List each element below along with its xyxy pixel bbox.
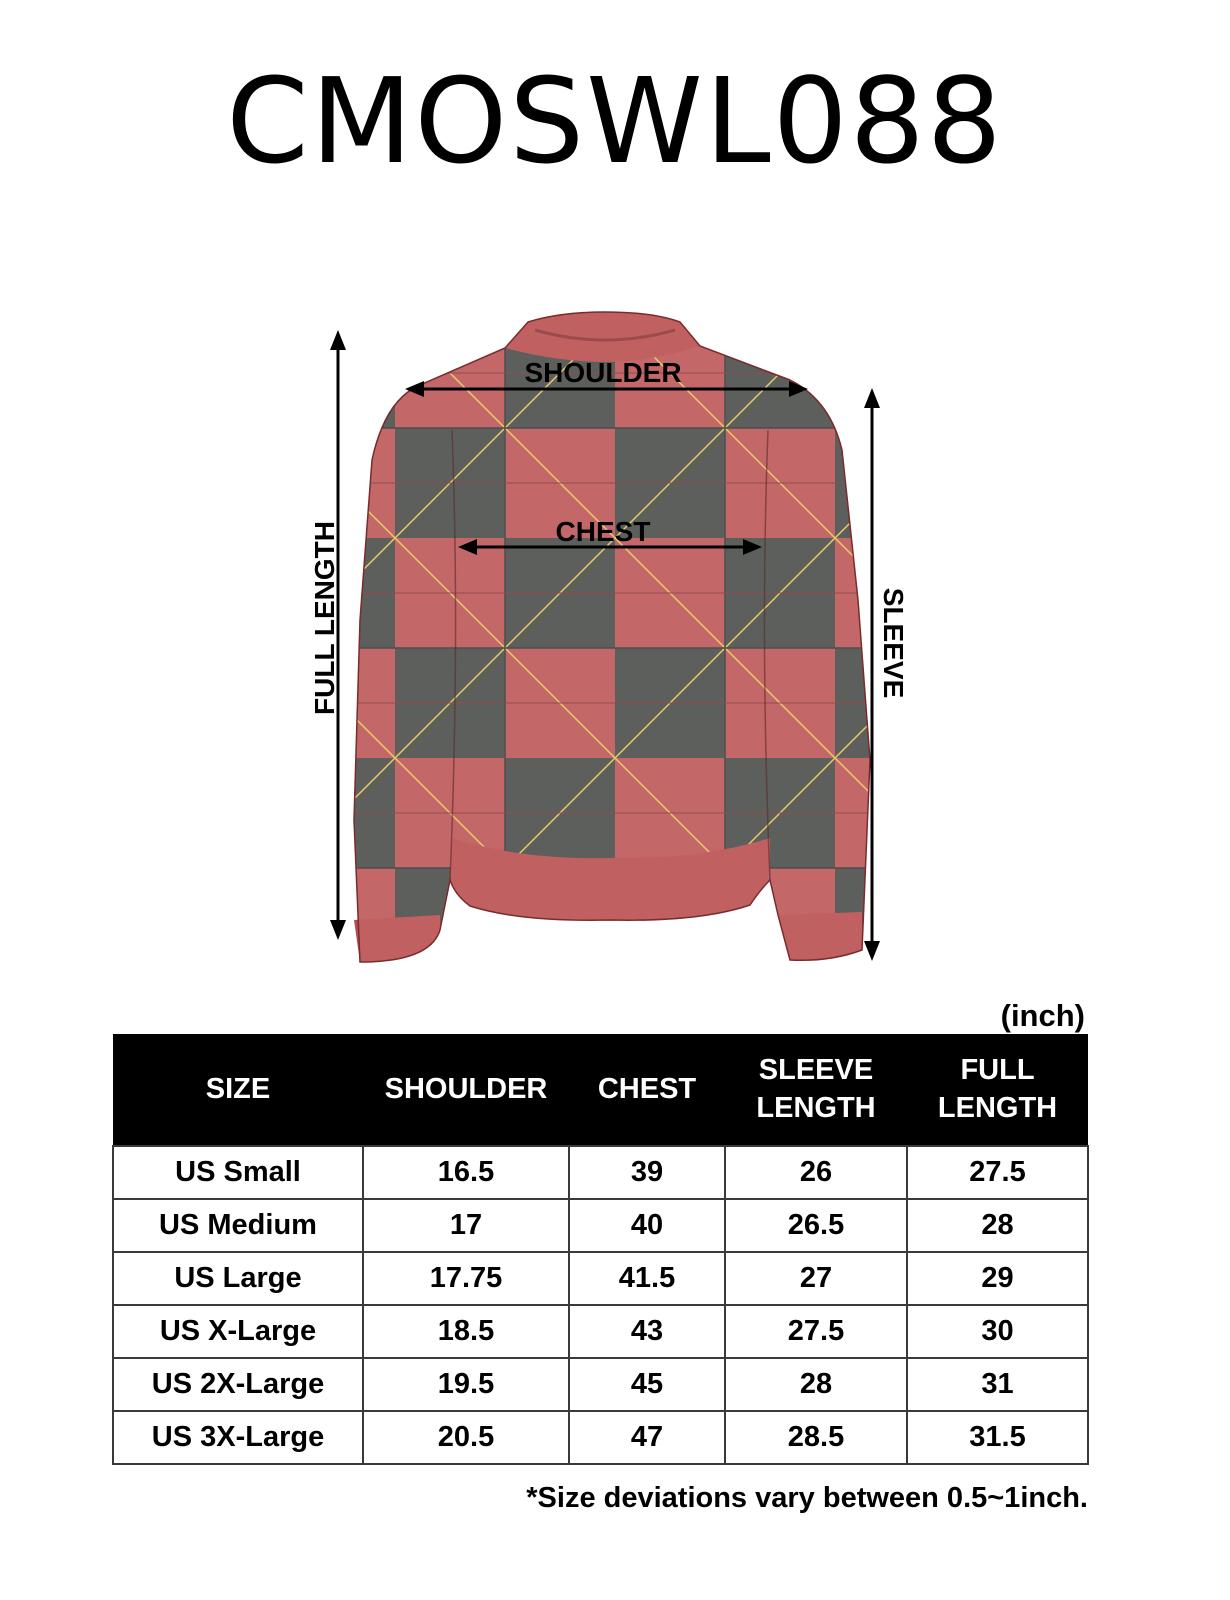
cell-shoulder: 19.5 [363, 1358, 569, 1411]
cell-sleeve: 28.5 [725, 1411, 907, 1464]
sleeve-measure-arrow [864, 388, 880, 961]
chest-label: CHEST [555, 516, 651, 547]
cell-full: 29 [907, 1252, 1088, 1305]
header-sleeve-line2: LENGTH [756, 1091, 876, 1124]
table-row [113, 1199, 1088, 1252]
sweater-image [300, 310, 930, 980]
sleeve-label: SLEEVE [878, 587, 909, 699]
cell-full: 28 [907, 1199, 1088, 1252]
cell-shoulder: 17 [363, 1199, 569, 1252]
cell-chest: 45 [569, 1358, 725, 1411]
cell-chest: 47 [569, 1411, 725, 1464]
cell-size: US Large [113, 1252, 363, 1305]
cell-sleeve: 26 [725, 1146, 907, 1199]
header-full-line1: FULL [960, 1054, 1035, 1087]
cell-sleeve: 27 [725, 1252, 907, 1305]
table-header-row [113, 1034, 1088, 1146]
full-length-label: FULL LENGTH [309, 521, 340, 715]
unit-label: (inch) [1000, 998, 1085, 1033]
table-row [113, 1252, 1088, 1305]
cell-sleeve: 28 [725, 1358, 907, 1411]
cell-shoulder: 16.5 [363, 1146, 569, 1199]
cell-shoulder: 17.75 [363, 1252, 569, 1305]
cell-size: US Medium [113, 1199, 363, 1252]
cell-chest: 41.5 [569, 1252, 725, 1305]
cell-full: 30 [907, 1305, 1088, 1358]
header-size: SIZE [113, 1034, 363, 1146]
cell-size: US X-Large [113, 1305, 363, 1358]
cell-full: 27.5 [907, 1146, 1088, 1199]
cell-full: 31.5 [907, 1411, 1088, 1464]
shoulder-label: SHOULDER [524, 357, 682, 388]
cell-chest: 39 [569, 1146, 725, 1199]
size-deviation-footnote: *Size deviations vary between 0.5~1inch. [526, 1482, 1088, 1514]
cell-size: US Small [113, 1146, 363, 1199]
cell-size: US 2X-Large [113, 1358, 363, 1411]
header-chest: CHEST [569, 1034, 725, 1146]
table-row [113, 1411, 1088, 1464]
size-chart-table [112, 1034, 1089, 1465]
header-sleeve-length [725, 1034, 907, 1146]
cell-shoulder: 20.5 [363, 1411, 569, 1464]
header-shoulder: SHOULDER [363, 1034, 569, 1146]
cell-full: 31 [907, 1358, 1088, 1411]
sweater-measurement-diagram [300, 310, 930, 980]
cell-sleeve: 27.5 [725, 1305, 907, 1358]
table-row [113, 1358, 1088, 1411]
header-full-line2: LENGTH [937, 1091, 1058, 1124]
cell-shoulder: 18.5 [363, 1305, 569, 1358]
table-row [113, 1305, 1088, 1358]
cell-size: US 3X-Large [113, 1411, 363, 1464]
cell-sleeve: 26.5 [725, 1199, 907, 1252]
cell-chest: 40 [569, 1199, 725, 1252]
cell-chest: 43 [569, 1305, 725, 1358]
header-sleeve-line1: SLEEVE [758, 1054, 874, 1087]
table-row [113, 1146, 1088, 1199]
header-full-length [907, 1034, 1088, 1146]
product-code-title: CMOSWL088 [226, 52, 1004, 190]
